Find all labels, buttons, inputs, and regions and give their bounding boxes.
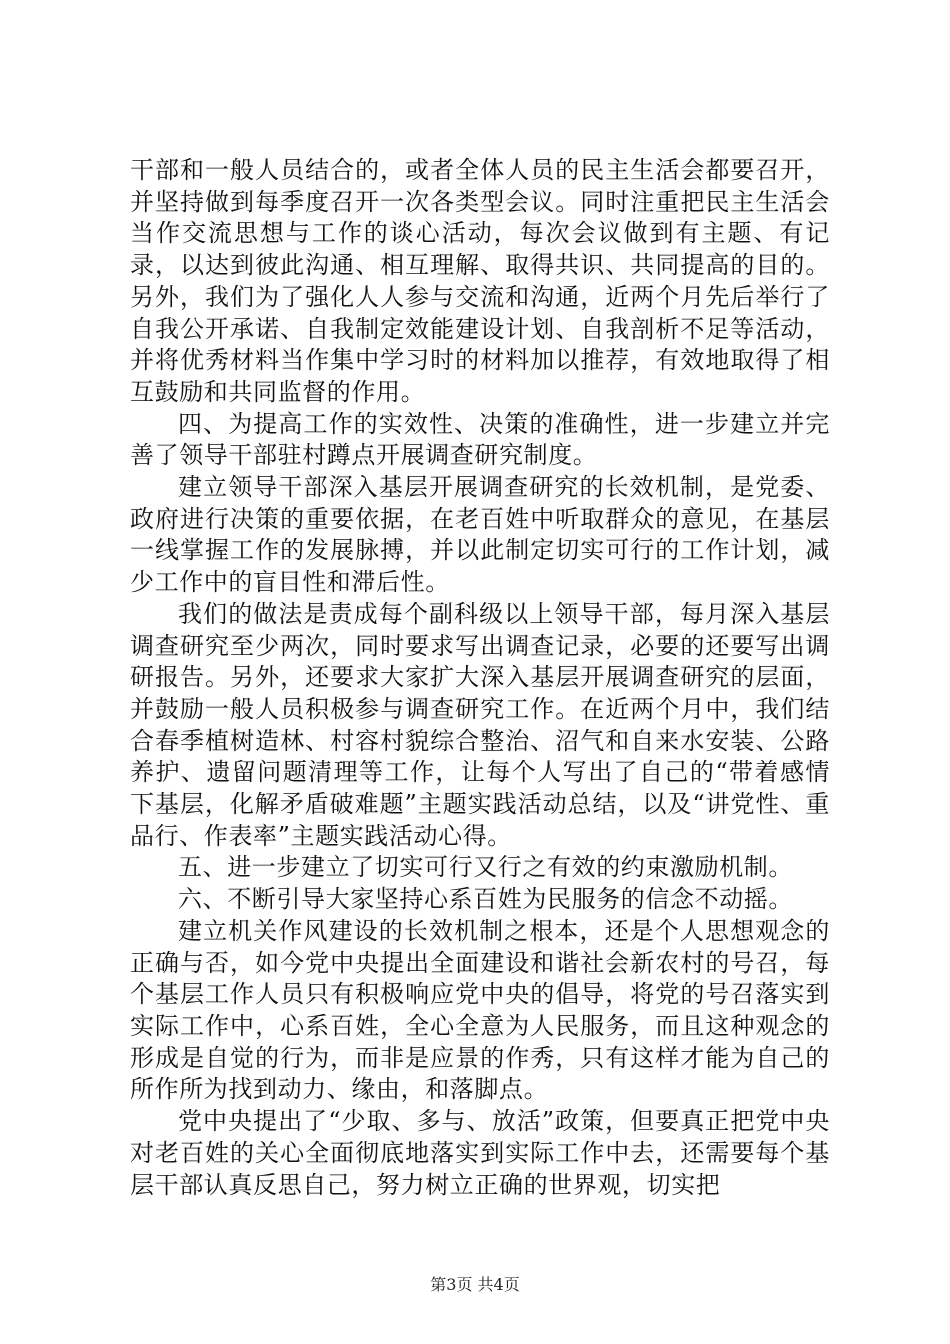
paragraph: 我们的做法是责成每个副科级以上领导干部，每月深入基层调查研究至少两次，同时要求写出调查记录，必要的还要写出调研报告。另外，还要求大家扩大深入基层开展调查研究的层面，并鼓励一般人员积极参与调查研究工作。在近两个月中，我们结合春季植树造林、村容村貌综合整治、沼气和自来水安装、公路养护、遗留问题清理等工作，让每个人写出了自己的“带着感情下基层，化解矛盾破难题”主题实践活动总结，以及“讲党性、重品行、作表率”主题实践活动心得。	[130, 599, 830, 850]
paragraph-continuation: 干部和一般人员结合的，或者全体人员的民主生活会都要召开，并坚持做到每季度召开一次各类型会议。同时注重把民主生活会当作交流思想与工作的谈心活动，每次会议做到有主题、有记录，以达到彼此沟通、相互理解、取得共识、共同提高的目的。另外，我们为了强化人人参与交流和沟通，近两个月先后举行了自我公开承诺、自我制定效能建设计划、自我剖析不足等活动，并将优秀材料当作集中学习时的材料加以推荐，有效地取得了相互鼓励和共同监督的作用。	[130, 156, 830, 406]
page-number-footer: 第3页 共4页	[430, 1275, 520, 1294]
paragraph-heading-6: 六、不断引导大家坚持心系百姓为民服务的信念不动摇。	[178, 885, 793, 914]
paragraph-heading-4: 四、为提高工作的实效性、决策的准确性，进一步建立并完善了领导干部驻村蹲点开展调查研究制度。	[130, 409, 830, 470]
document-body	[130, 155, 830, 1201]
paragraph: 党中央提出了“少取、多与、放活”政策，但要真正把党中央对老百姓的关心全面彻底地落实到实际工作中去，还需要每个基层干部认真反思自己，努力树立正确的世界观，切实把	[130, 1107, 830, 1199]
paragraph: 建立领导干部深入基层开展调查研究的长效机制，是党委、政府进行决策的重要依据，在老百姓中听取群众的意见，在基层一线掌握工作的发展脉搏，并以此制定切实可行的工作计划，减少工作中的盲目性和滞后性。	[130, 473, 830, 597]
paragraph-heading-5: 五、进一步建立了切实可行又行之有效的约束激励机制。	[178, 853, 793, 882]
paragraph: 建立机关作风建设的长效机制之根本，还是个人思想观念的正确与否，如今党中央提出全面建设和谐社会新农村的号召，每个基层工作人员只有积极响应党中央的倡导，将党的号召落实到实际工作中，心系百姓，全心全意为人民服务，而且这种观念的形成是自觉的行为，而非是应景的作秀，只有这样才能为自己的所作所为找到动力、缘由，和落脚点。	[130, 916, 830, 1104]
